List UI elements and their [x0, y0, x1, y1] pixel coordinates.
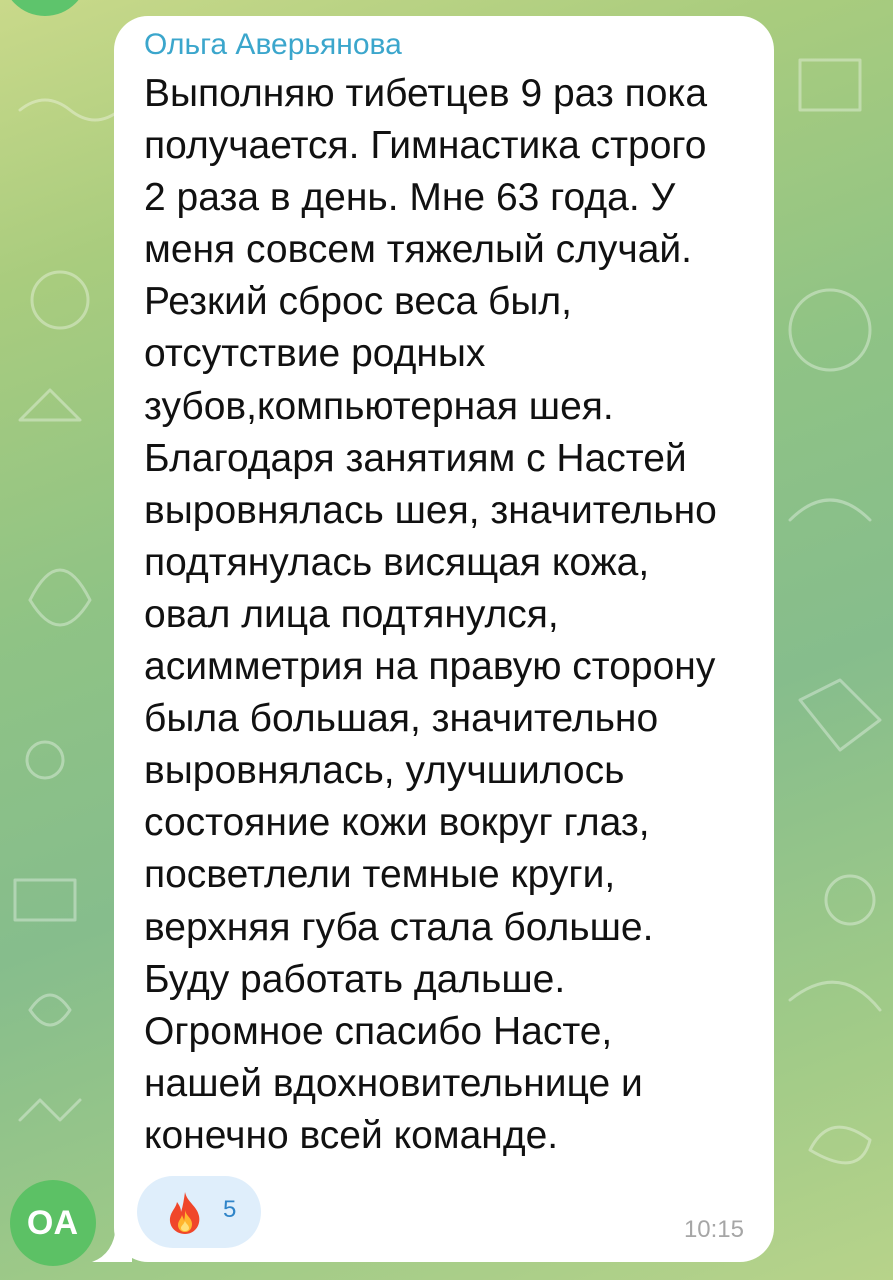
message-line: Огромное спасибо Насте,	[144, 1009, 613, 1053]
message-line: верхняя губа стала больше.	[144, 905, 654, 949]
message-line: посветлели темные круги,	[144, 853, 616, 897]
message-line: асимметрия на правую сторону	[144, 645, 716, 689]
sender-avatar[interactable]: ОА	[10, 1180, 96, 1266]
message-line: 2 раза в день. Мне 63 года. У	[144, 176, 676, 220]
message-text	[144, 68, 764, 1162]
message-line: была большая, значительно	[144, 697, 659, 741]
message-line: меня совсем тяжелый случай.	[144, 228, 692, 272]
message-line: состояние кожи вокруг глаз,	[144, 801, 650, 845]
message-line: Выполняю тибетцев 9 раз пока	[144, 72, 708, 115]
message-line: Резкий сброс веса был,	[144, 280, 572, 324]
message-line: получается. Гимнастика строго	[144, 124, 707, 168]
fire-icon	[163, 1190, 207, 1236]
sender-name[interactable]: Ольга Аверьянова	[144, 28, 402, 61]
message-line: зубов,компьютерная шея.	[144, 384, 614, 428]
message-bubble[interactable]	[114, 16, 774, 1262]
message-line: отсутствие родных	[144, 332, 486, 376]
message-line: выровнялась, улучшилось	[144, 749, 625, 793]
message-line: Благодаря занятиям с Настей	[144, 436, 687, 480]
message-line: выровнялась шея, значительно	[144, 488, 717, 532]
reaction-count: 5	[223, 1196, 237, 1223]
message-line: Буду работать дальше.	[144, 957, 566, 1001]
message-line: конечно всей команде.	[144, 1113, 559, 1157]
message-line: нашей вдохновительнице и	[144, 1061, 643, 1105]
message-line: овал лица подтянулся,	[144, 592, 559, 636]
message-line: подтянулась висящая кожа,	[144, 540, 650, 584]
fire-reaction-button[interactable]	[137, 1176, 261, 1248]
message-time: 10:15	[683, 1216, 744, 1243]
